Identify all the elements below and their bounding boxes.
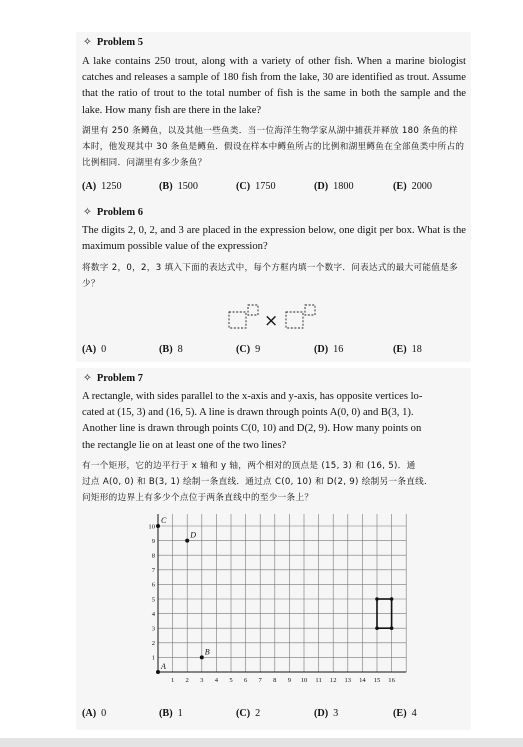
exponent-box-2 xyxy=(305,305,315,315)
choice-d: (D) 3 xyxy=(314,708,339,719)
choice-c: (C) 9 xyxy=(236,344,261,355)
base-box-2 xyxy=(286,312,303,328)
point-a xyxy=(156,670,160,674)
problem-5-panel xyxy=(76,32,471,202)
choice-c: (C) 2 xyxy=(236,708,261,719)
chinese-line: 问矩形的边界上有多少个点位于两条直线中的至少一条上？ xyxy=(82,493,314,504)
x-tick-label: 6 xyxy=(243,677,248,684)
y-tick-label: 10 xyxy=(148,523,155,531)
point-label-b: B xyxy=(204,647,210,657)
problem-6-english: The digits 2, 0, 2, and 3 are placed in the expression below, one digit per box. What is the maximum possible value of the expression? xyxy=(82,225,466,253)
x-tick-label: 15 xyxy=(373,677,381,684)
english-line: A rectangle, with sides parallel to the x-axis and y-axis, has opposite vertices lo- xyxy=(82,391,423,402)
y-tick-label: 8 xyxy=(151,552,155,560)
problem-5-title: ✧ Problem 5 xyxy=(83,37,143,48)
choice-a: (A) 0 xyxy=(82,344,107,355)
choice-c: (C) 1750 xyxy=(236,181,276,192)
choice-a: (A) 1250 xyxy=(82,181,122,192)
y-tick-label: 9 xyxy=(151,537,155,545)
x-tick-label: 12 xyxy=(329,677,337,684)
problem-7-english xyxy=(82,389,466,454)
english-line: the rectangle lie on at least one of the two lines? xyxy=(82,439,287,451)
y-tick-label: 5 xyxy=(151,596,155,604)
x-tick-label: 5 xyxy=(229,677,233,684)
page-footer-bar xyxy=(0,738,523,747)
multiply-sign: × xyxy=(264,311,279,331)
x-tick-label: 1 xyxy=(170,677,175,684)
rectangle-vertex xyxy=(390,597,394,601)
problem-7-panel xyxy=(76,368,471,730)
x-tick-label: 7 xyxy=(258,677,262,684)
x-tick-label: 13 xyxy=(344,677,352,684)
coordinate-grid xyxy=(138,514,424,690)
x-tick-label: 11 xyxy=(315,677,322,684)
diamond-star-icon: ✧ xyxy=(83,207,92,218)
y-tick-label: 3 xyxy=(151,625,155,633)
rectangle-vertex xyxy=(375,626,379,630)
choice-e: (E) 2000 xyxy=(393,181,432,192)
choice-b: (B) 1 xyxy=(159,708,183,719)
expression-boxes xyxy=(227,304,327,330)
problem-6-title: ✧ Problem 6 xyxy=(83,207,143,218)
point-label-a: A xyxy=(161,662,166,671)
problem-7-chinese xyxy=(82,458,466,507)
y-tick-label: 7 xyxy=(151,567,155,575)
diamond-star-icon: ✧ xyxy=(83,373,92,384)
x-tick-label: 3 xyxy=(200,677,204,684)
y-tick-label: 2 xyxy=(151,640,155,648)
problem-5-chinese: 湖里有 250 条鳟鱼，以及其他一些鱼类．当一位海洋生物学家从湖中捕获并释放 180 条鱼的样本时，他发现其中 30 条鱼是鳟鱼．假设在样本中鳟鱼所占的比例和湖里鳟鱼在全部鱼类中所占的比例相同．问湖里有多少条鱼？ xyxy=(82,126,465,169)
x-tick-label: 2 xyxy=(185,677,189,684)
x-tick-label: 16 xyxy=(388,677,395,684)
x-tick-label: 14 xyxy=(359,677,366,684)
chinese-line: 有一个矩形，它的边平行于 x 轴和 y 轴，两个相对的顶点是 (15, 3) 和 (16, 5)．通 xyxy=(82,461,416,471)
y-tick-label: 4 xyxy=(151,610,155,618)
x-tick-label: 4 xyxy=(214,677,219,684)
problem-7-title: ✧ Problem 7 xyxy=(83,373,143,384)
point-c xyxy=(156,524,160,528)
choice-b: (B) 8 xyxy=(159,344,183,355)
diamond-star-icon: ✧ xyxy=(83,37,92,48)
problem-6-chinese: 将数字 2，0，2，3 填入下面的表达式中，每个方框内填一个数字．问表达式的最大可能值是多少？ xyxy=(82,263,458,290)
point-b xyxy=(200,655,204,659)
problem-6-panel xyxy=(76,202,471,362)
choice-e: (E) 4 xyxy=(393,708,417,719)
choice-e: (E) 18 xyxy=(393,344,422,355)
problem-5-english: A lake contains 250 trout, along with a variety of other fish. When a marine biologist catches and releases a sample of 180 fish from the lake, 30 are identified as trout. Assume that the ratio of trout to the total number of fish is the same in both the sample and the lake. How many fish are there in the lake? xyxy=(82,56,466,116)
point-label-d: D xyxy=(190,530,196,540)
point-d xyxy=(185,539,189,543)
english-line: cated at (15, 3) and (16, 5). A line is drawn through points A(0, 0) and B(3, 1). xyxy=(82,407,414,419)
x-tick-label: 10 xyxy=(300,677,308,684)
choice-d: (D) 1800 xyxy=(314,181,354,192)
rectangle-vertex xyxy=(390,626,394,630)
rectangle-vertex xyxy=(375,597,379,601)
base-box-1 xyxy=(229,312,246,328)
chinese-line: 过点 A(0, 0) 和 B(3, 1) 绘制一条直线．通过点 C(0, 10) 和 D(2, 9) 绘制另一条直线． xyxy=(82,477,433,488)
english-line: Another line is drawn through points C(0, 10) and D(2, 9). How many points on xyxy=(82,423,422,435)
choice-a: (A) 0 xyxy=(82,708,107,719)
exponent-box-1 xyxy=(248,305,258,315)
x-tick-label: 8 xyxy=(273,677,277,684)
choice-d: (D) 16 xyxy=(314,344,344,355)
choice-b: (B) 1500 xyxy=(159,181,198,192)
x-tick-label: 9 xyxy=(287,677,292,684)
y-tick-label: 6 xyxy=(151,581,155,589)
y-tick-label: 1 xyxy=(151,654,155,662)
point-label-c: C xyxy=(161,516,167,525)
